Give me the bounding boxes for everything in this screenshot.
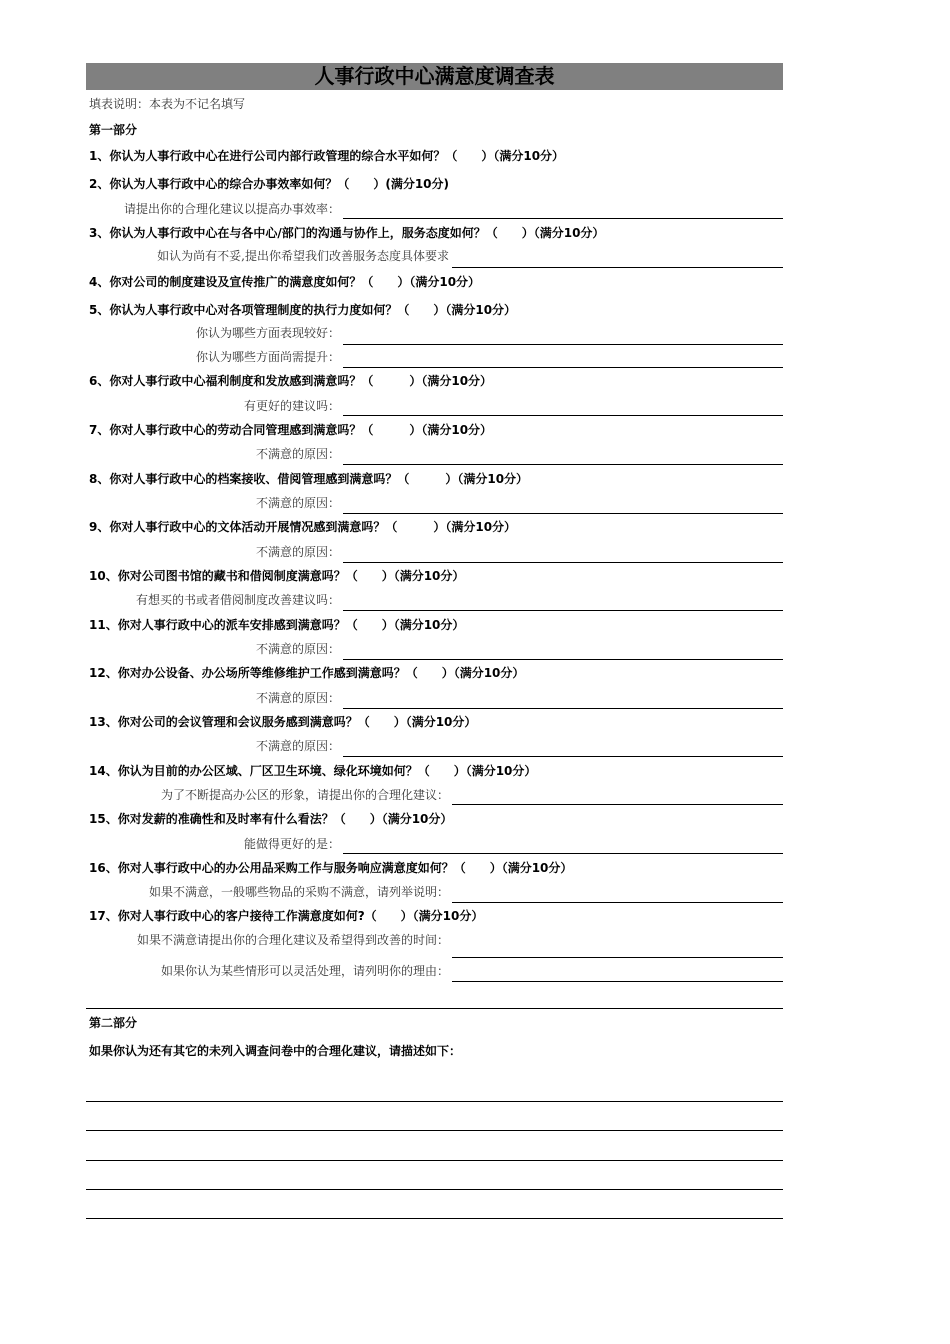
question-prompt: 如果你认为某些情形可以灵活处理，请列明你的理由： bbox=[160, 964, 449, 978]
question-10: 10、你对公司图书馆的藏书和借阅制度满意吗？（ ）（满分10分） bbox=[89, 569, 465, 583]
question-13: 13、你对公司的会议管理和会议服务感到满意吗？（ ）（满分10分） bbox=[89, 715, 477, 729]
question-4: 4、你对公司的制度建设及宣传推广的满意度如何？（ ）（满分10分） bbox=[89, 275, 481, 289]
question-prompt: 不满意的原因： bbox=[255, 642, 340, 656]
part2-prompt: 如果你认为还有其它的未列入调查问卷中的合理化建议，请描述如下： bbox=[89, 1044, 462, 1058]
answer-line[interactable] bbox=[86, 1218, 783, 1219]
question-7: 7、你对人事行政中心的劳动合同管理感到满意吗？（ ）（满分10分） bbox=[89, 423, 493, 437]
answer-line[interactable] bbox=[343, 659, 783, 660]
question-prompt: 有想买的书或者借阅制度改善建议吗： bbox=[135, 593, 340, 607]
question-prompt: 能做得更好的是： bbox=[243, 837, 340, 851]
instruction: 填表说明：本表为不记名填写 bbox=[89, 97, 246, 111]
answer-line[interactable] bbox=[452, 804, 783, 805]
answer-line[interactable] bbox=[452, 957, 783, 958]
answer-line[interactable] bbox=[343, 513, 783, 514]
answer-line[interactable] bbox=[86, 1189, 783, 1190]
question-12: 12、你对办公设备、办公场所等维修维护工作感到满意吗？（ ）（满分10分） bbox=[89, 666, 525, 680]
question-17: 17、你对人事行政中心的客户接待工作满意度如何?（ ）（满分10分） bbox=[89, 909, 484, 923]
answer-line[interactable] bbox=[343, 367, 783, 368]
answer-line[interactable] bbox=[343, 853, 783, 854]
answer-line[interactable] bbox=[343, 610, 783, 611]
question-2: 2、你认为人事行政中心的综合办事效率如何？（ ）(满分10分) bbox=[89, 177, 450, 191]
divider bbox=[86, 1008, 783, 1009]
question-prompt: 为了不断提高办公区的形象，请提出你的合理化建议： bbox=[160, 788, 449, 802]
answer-line[interactable] bbox=[343, 708, 783, 709]
answer-line[interactable] bbox=[343, 756, 783, 757]
answer-line[interactable] bbox=[86, 1101, 783, 1102]
answer-line[interactable] bbox=[86, 1130, 783, 1131]
question-6: 6、你对人事行政中心福利制度和发放感到满意吗？（ ）（满分10分） bbox=[89, 374, 493, 388]
question-prompt: 不满意的原因： bbox=[255, 545, 340, 559]
question-prompt: 有更好的建议吗： bbox=[243, 399, 340, 413]
question-11: 11、你对人事行政中心的派车安排感到满意吗？（ ）（满分10分） bbox=[89, 618, 465, 632]
question-prompt: 如果不满意请提出你的合理化建议及希望得到改善的时间： bbox=[136, 933, 449, 947]
question-16: 16、你对人事行政中心的办公用品采购工作与服务响应满意度如何？（ ）（满分10分） bbox=[89, 861, 573, 875]
question-9: 9、你对人事行政中心的文体活动开展情况感到满意吗？（ ）（满分10分） bbox=[89, 520, 517, 534]
question-prompt: 请提出你的合理化建议以提高办事效率： bbox=[123, 202, 340, 216]
question-prompt: 不满意的原因： bbox=[255, 739, 340, 753]
question-prompt: 你认为哪些方面表现较好： bbox=[195, 326, 340, 340]
question-prompt: 你认为哪些方面尚需提升： bbox=[195, 350, 340, 364]
answer-line[interactable] bbox=[86, 1160, 783, 1161]
answer-line[interactable] bbox=[343, 562, 783, 563]
part1-heading: 第一部分 bbox=[89, 123, 138, 137]
question-1: 1、你认为人事行政中心在进行公司内部行政管理的综合水平如何？（ ）（满分10分） bbox=[89, 149, 565, 163]
answer-line[interactable] bbox=[452, 902, 783, 903]
page-title: 人事行政中心满意度调查表 bbox=[86, 63, 783, 90]
question-prompt: 不满意的原因： bbox=[255, 447, 340, 461]
answer-line[interactable] bbox=[343, 464, 783, 465]
question-prompt: 不满意的原因： bbox=[255, 691, 340, 705]
answer-line[interactable] bbox=[343, 344, 783, 345]
question-3: 3、你认为人事行政中心在与各中心/部门的沟通与协作上，服务态度如何？（ ）（满分10分） bbox=[89, 226, 605, 240]
question-14: 14、你认为目前的办公区域、厂区卫生环境、绿化环境如何？（ ）（满分10分） bbox=[89, 764, 537, 778]
part2-heading: 第二部分 bbox=[89, 1016, 138, 1030]
answer-line[interactable] bbox=[452, 981, 783, 982]
question-8: 8、你对人事行政中心的档案接收、借阅管理感到满意吗？（ ）（满分10分） bbox=[89, 472, 529, 486]
answer-line[interactable] bbox=[452, 267, 783, 268]
question-prompt: 如认为尚有不妥,提出你希望我们改善服务态度具体要求 bbox=[157, 249, 449, 263]
question-prompt: 不满意的原因： bbox=[255, 496, 340, 510]
question-prompt: 如果不满意，一般哪些物品的采购不满意，请列举说明： bbox=[148, 885, 449, 899]
question-5: 5、你认为人事行政中心对各项管理制度的执行力度如何？（ ）（满分10分） bbox=[89, 303, 517, 317]
question-15: 15、你对发薪的准确性和及时率有什么看法？（ ）（满分10分） bbox=[89, 812, 453, 826]
answer-line[interactable] bbox=[343, 415, 783, 416]
answer-line[interactable] bbox=[343, 218, 783, 219]
